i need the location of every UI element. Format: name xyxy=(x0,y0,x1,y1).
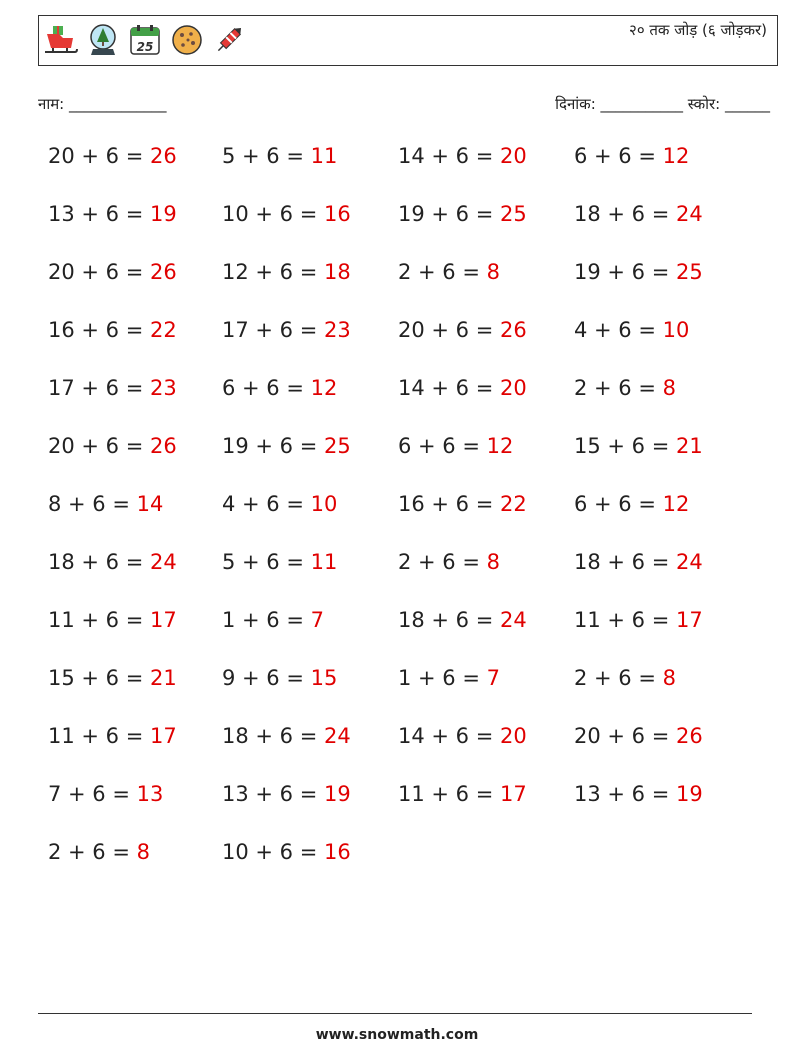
problem-question: 15 + 6 = xyxy=(48,666,150,690)
problem-question: 6 + 6 = xyxy=(398,434,487,458)
problem xyxy=(398,260,500,284)
problem-answer: 17 xyxy=(499,782,527,806)
problem-answer: 16 xyxy=(323,202,351,226)
problem xyxy=(222,260,351,284)
problem-answer: 17 xyxy=(149,608,177,632)
calendar-number: 25 xyxy=(136,40,154,54)
name-field: नाम: _____________ xyxy=(38,95,167,113)
header-icons xyxy=(43,22,247,58)
problem xyxy=(48,724,177,748)
problem-answer: 23 xyxy=(323,318,351,342)
problem-answer: 10 xyxy=(662,318,690,342)
date-score-field: दिनांक: ___________ स्कोर: ______ xyxy=(555,95,770,113)
problem-answer: 26 xyxy=(149,434,177,458)
problem xyxy=(48,260,177,284)
problem-answer: 17 xyxy=(149,724,177,748)
problem-answer: 7 xyxy=(486,666,500,690)
problem-question: 20 + 6 = xyxy=(48,260,150,284)
problem xyxy=(574,144,689,168)
problem-answer: 21 xyxy=(675,434,703,458)
problem-question: 11 + 6 = xyxy=(48,724,150,748)
problem xyxy=(222,550,337,574)
problem xyxy=(48,376,177,400)
problem xyxy=(574,202,703,226)
problem-question: 13 + 6 = xyxy=(222,782,324,806)
problem-question: 11 + 6 = xyxy=(398,782,500,806)
problem-question: 13 + 6 = xyxy=(574,782,676,806)
problem-question: 5 + 6 = xyxy=(222,144,311,168)
problem xyxy=(574,550,703,574)
problem-answer: 8 xyxy=(486,260,500,284)
problem-question: 2 + 6 = xyxy=(398,550,487,574)
calendar-25-icon xyxy=(127,22,163,58)
problem-answer: 24 xyxy=(675,550,703,574)
problem-answer: 8 xyxy=(486,550,500,574)
problem-question: 11 + 6 = xyxy=(574,608,676,632)
problem xyxy=(222,840,351,864)
problem-question: 18 + 6 = xyxy=(222,724,324,748)
problem-question: 16 + 6 = xyxy=(48,318,150,342)
problem xyxy=(574,376,676,400)
problem-question: 19 + 6 = xyxy=(574,260,676,284)
problem-question: 19 + 6 = xyxy=(398,202,500,226)
problem-answer: 12 xyxy=(310,376,338,400)
problem xyxy=(48,608,177,632)
problem-question: 11 + 6 = xyxy=(48,608,150,632)
problem xyxy=(222,434,351,458)
problem-answer: 19 xyxy=(323,782,351,806)
problem-answer: 24 xyxy=(149,550,177,574)
problem-answer: 8 xyxy=(136,840,150,864)
problem-question: 12 + 6 = xyxy=(222,260,324,284)
problem-answer: 26 xyxy=(149,144,177,168)
problem xyxy=(222,144,337,168)
problem-answer: 20 xyxy=(499,724,527,748)
problem-question: 7 + 6 = xyxy=(48,782,137,806)
problem-answer: 24 xyxy=(675,202,703,226)
problem xyxy=(222,724,351,748)
problem-question: 18 + 6 = xyxy=(574,550,676,574)
problem-answer: 26 xyxy=(149,260,177,284)
footer-site: www.snowmath.com xyxy=(315,1027,479,1043)
problem-question: 4 + 6 = xyxy=(222,492,311,516)
problem-question: 1 + 6 = xyxy=(222,608,311,632)
problem-answer: 24 xyxy=(499,608,527,632)
problem-answer: 26 xyxy=(499,318,527,342)
problem-answer: 14 xyxy=(136,492,164,516)
problem xyxy=(222,492,337,516)
problem-answer: 11 xyxy=(310,550,338,574)
problem xyxy=(574,260,703,284)
problem-answer: 25 xyxy=(499,202,527,226)
problem-answer: 12 xyxy=(486,434,514,458)
problem-question: 20 + 6 = xyxy=(574,724,676,748)
problem-question: 8 + 6 = xyxy=(48,492,137,516)
problem-question: 6 + 6 = xyxy=(574,144,663,168)
problem xyxy=(48,782,163,806)
problem-question: 17 + 6 = xyxy=(48,376,150,400)
sleigh-icon xyxy=(43,22,79,58)
problem xyxy=(574,782,703,806)
problem-answer: 13 xyxy=(136,782,164,806)
problem-question: 14 + 6 = xyxy=(398,376,500,400)
problem-question: 13 + 6 = xyxy=(48,202,150,226)
problem xyxy=(222,666,337,690)
problem-answer: 21 xyxy=(149,666,177,690)
problem-question: 20 + 6 = xyxy=(48,434,150,458)
problem xyxy=(398,550,500,574)
problem-question: 9 + 6 = xyxy=(222,666,311,690)
problem-answer: 8 xyxy=(662,666,676,690)
problem-question: 18 + 6 = xyxy=(48,550,150,574)
problem-question: 2 + 6 = xyxy=(398,260,487,284)
problem xyxy=(574,608,703,632)
problem-answer: 15 xyxy=(310,666,338,690)
problem-answer: 23 xyxy=(149,376,177,400)
snow-globe-icon xyxy=(85,22,121,58)
problem-answer: 22 xyxy=(499,492,527,516)
problem xyxy=(48,144,177,168)
problem-question: 18 + 6 = xyxy=(574,202,676,226)
problem xyxy=(222,782,351,806)
problem xyxy=(398,318,527,342)
problem-answer: 8 xyxy=(662,376,676,400)
problem xyxy=(398,782,527,806)
problem-answer: 17 xyxy=(675,608,703,632)
problem xyxy=(398,608,527,632)
problem-question: 18 + 6 = xyxy=(398,608,500,632)
problem xyxy=(48,318,177,342)
problem-answer: 26 xyxy=(675,724,703,748)
problem xyxy=(48,666,177,690)
problem-question: 14 + 6 = xyxy=(398,144,500,168)
worksheet-title: २० तक जोड़ (६ जोड़कर) xyxy=(629,21,767,39)
problem xyxy=(574,724,703,748)
problem-question: 10 + 6 = xyxy=(222,840,324,864)
problem-question: 19 + 6 = xyxy=(222,434,324,458)
problem-answer: 24 xyxy=(323,724,351,748)
problem xyxy=(398,376,527,400)
problem-question: 2 + 6 = xyxy=(574,376,663,400)
problem-question: 6 + 6 = xyxy=(574,492,663,516)
problem-question: 20 + 6 = xyxy=(48,144,150,168)
problem-question: 14 + 6 = xyxy=(398,724,500,748)
problem-question: 16 + 6 = xyxy=(398,492,500,516)
problem xyxy=(222,376,337,400)
problem-question: 5 + 6 = xyxy=(222,550,311,574)
problem-answer: 20 xyxy=(499,144,527,168)
footer-divider xyxy=(38,1013,752,1014)
problem-answer: 25 xyxy=(675,260,703,284)
problem xyxy=(398,434,513,458)
problem-question: 4 + 6 = xyxy=(574,318,663,342)
problem xyxy=(48,202,177,226)
problem-question: 17 + 6 = xyxy=(222,318,324,342)
problem xyxy=(398,724,527,748)
problem xyxy=(398,492,527,516)
problem-question: 15 + 6 = xyxy=(574,434,676,458)
problem xyxy=(398,144,527,168)
firework-rocket-icon xyxy=(211,22,247,58)
problem xyxy=(574,492,689,516)
problem xyxy=(222,318,351,342)
problem-answer: 25 xyxy=(323,434,351,458)
problem xyxy=(222,608,324,632)
problem-answer: 10 xyxy=(310,492,338,516)
problem xyxy=(48,840,150,864)
problem xyxy=(574,666,676,690)
problem-question: 6 + 6 = xyxy=(222,376,311,400)
problem-answer: 18 xyxy=(323,260,351,284)
problem-answer: 11 xyxy=(310,144,338,168)
problem-answer: 19 xyxy=(149,202,177,226)
problem-answer: 16 xyxy=(323,840,351,864)
problem-answer: 12 xyxy=(662,492,690,516)
problem xyxy=(48,434,177,458)
problem-answer: 7 xyxy=(310,608,324,632)
problem-answer: 19 xyxy=(675,782,703,806)
problem xyxy=(48,492,163,516)
header-box xyxy=(38,15,778,66)
problem xyxy=(574,434,703,458)
problem-question: 2 + 6 = xyxy=(48,840,137,864)
problem-question: 2 + 6 = xyxy=(574,666,663,690)
problem-question: 20 + 6 = xyxy=(398,318,500,342)
problem-question: 1 + 6 = xyxy=(398,666,487,690)
problem xyxy=(222,202,351,226)
problem xyxy=(398,666,500,690)
problem-answer: 20 xyxy=(499,376,527,400)
problem-answer: 22 xyxy=(149,318,177,342)
cookie-icon xyxy=(169,22,205,58)
problem xyxy=(398,202,527,226)
problem-answer: 12 xyxy=(662,144,690,168)
problem xyxy=(574,318,689,342)
problem-question: 10 + 6 = xyxy=(222,202,324,226)
problem xyxy=(48,550,177,574)
